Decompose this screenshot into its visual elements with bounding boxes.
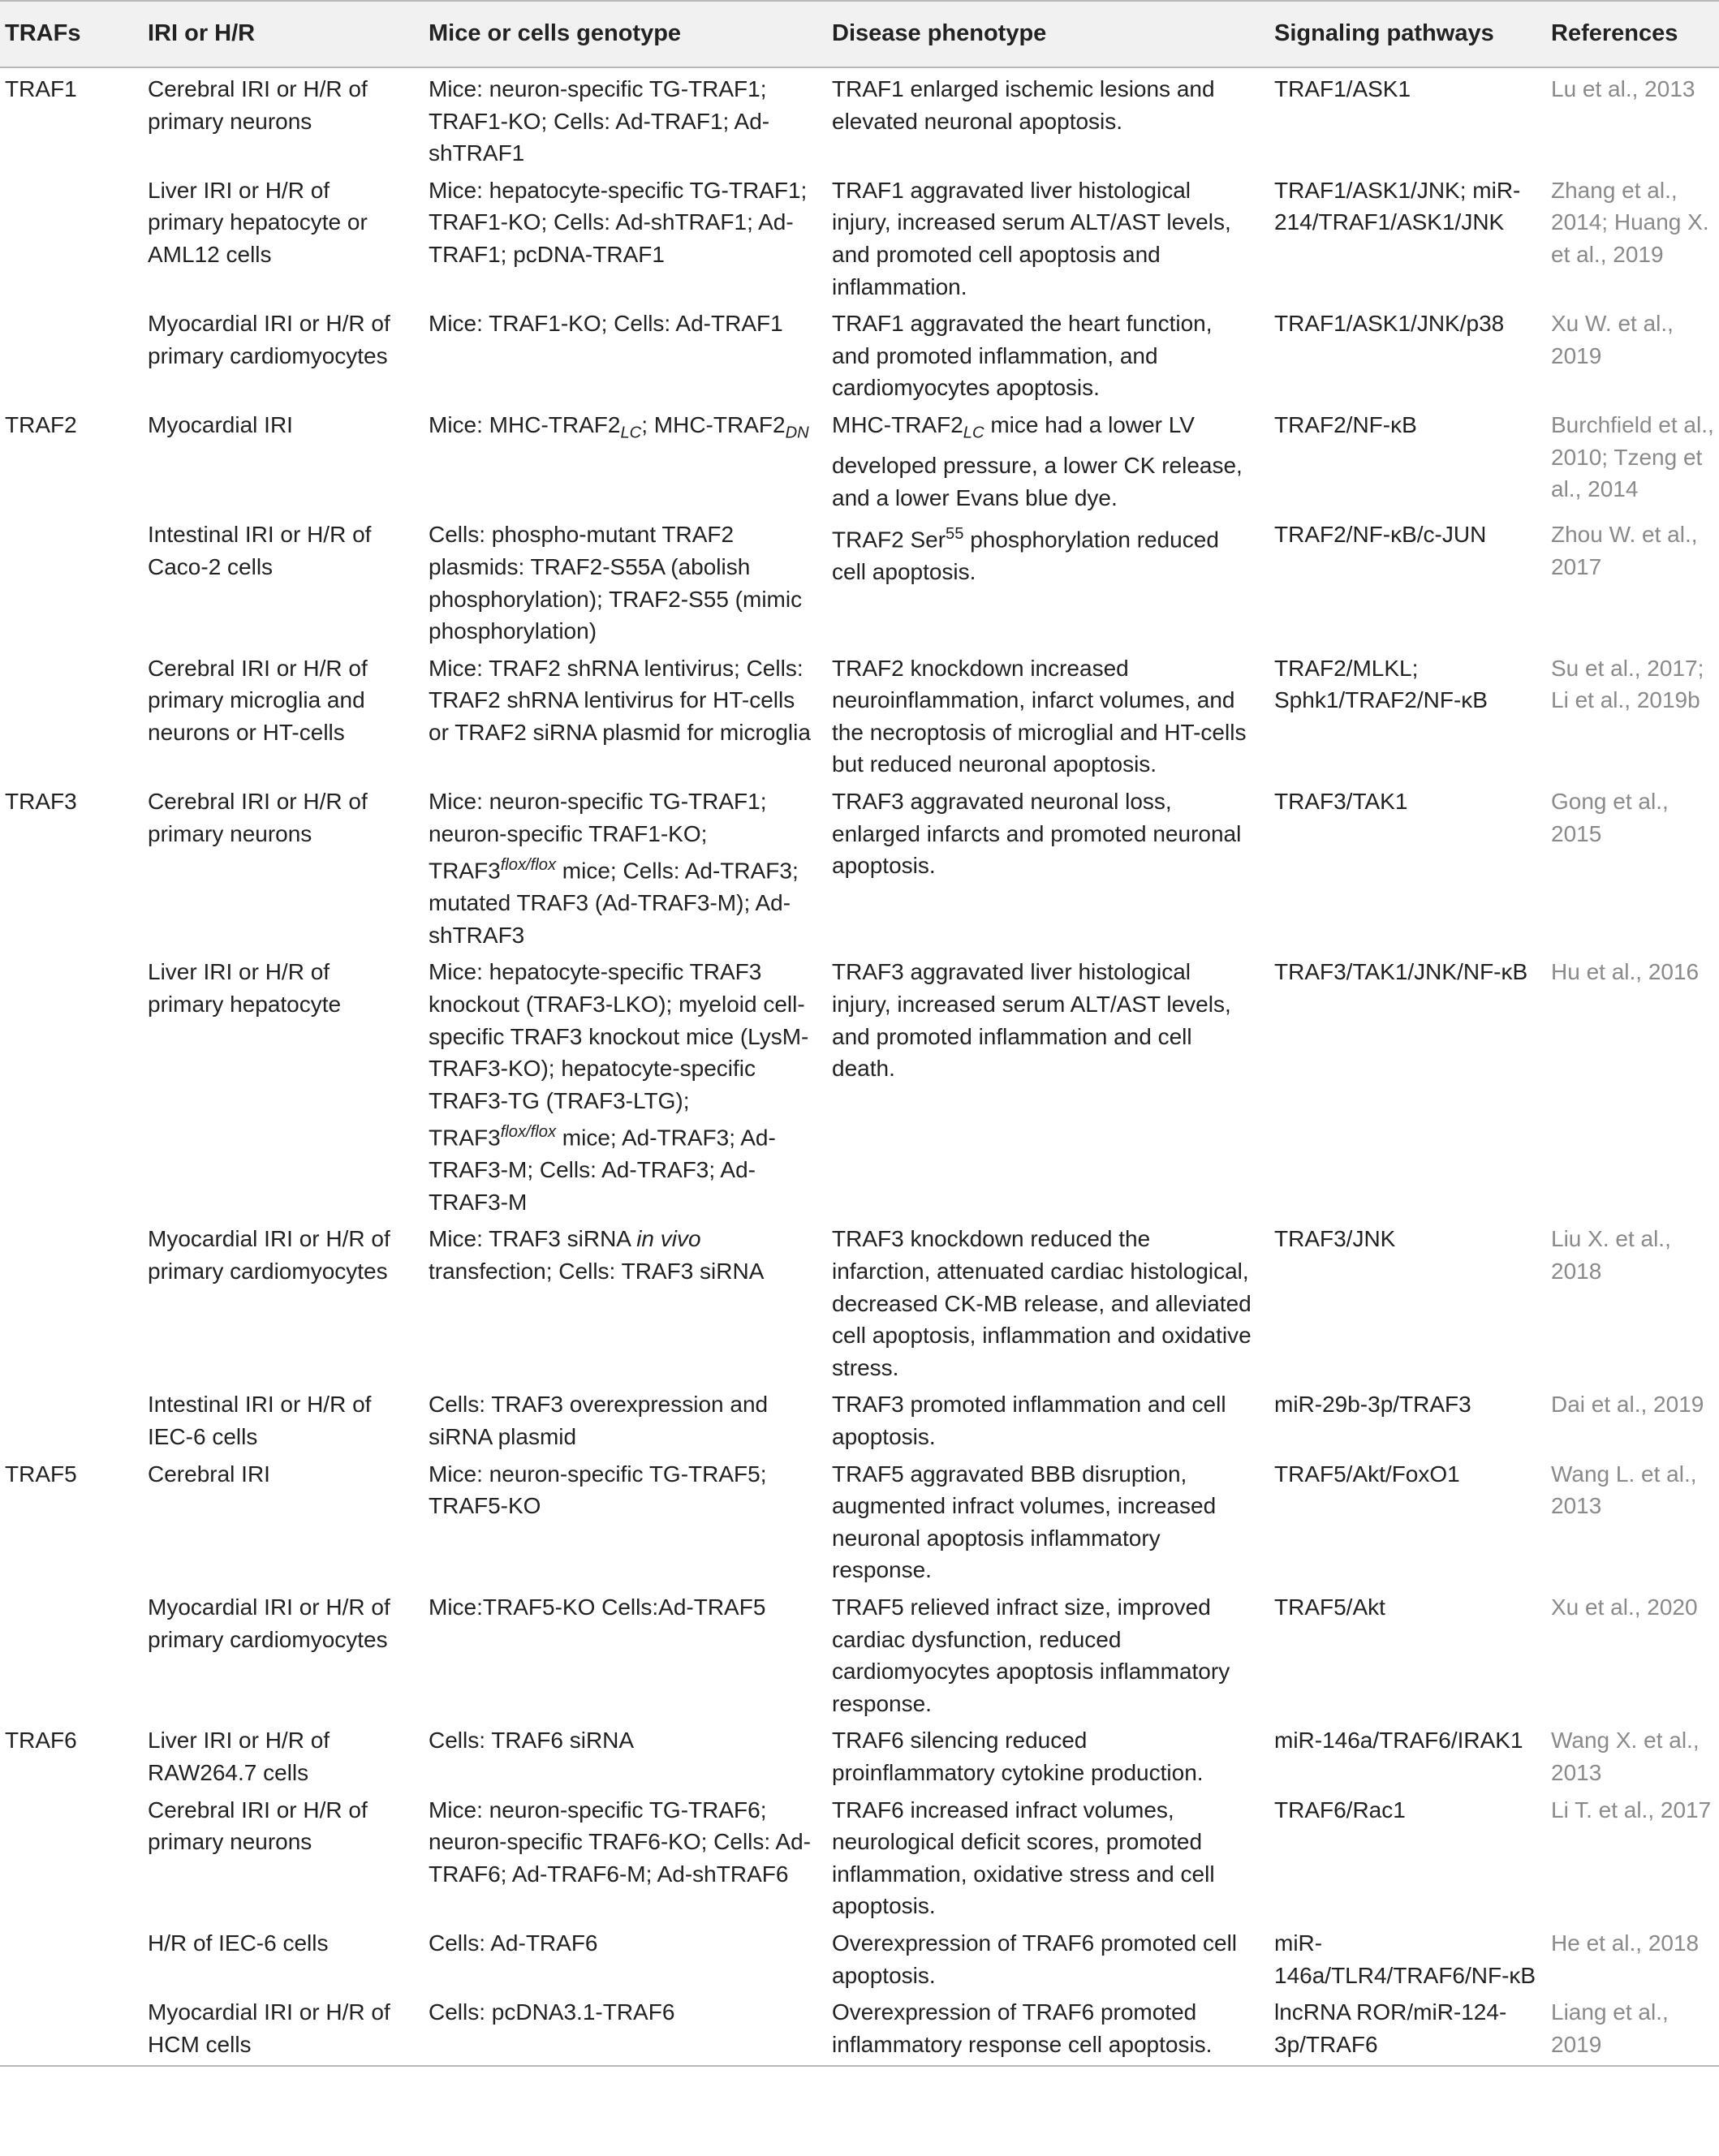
genotype-superscript: flox/flox xyxy=(500,1123,557,1142)
table-row xyxy=(0,1789,1719,1922)
cell-phenotype xyxy=(825,404,1269,514)
cell-traf: TRAF5 xyxy=(5,1461,77,1487)
table-row xyxy=(0,67,1719,170)
table-row xyxy=(0,1586,1719,1719)
genotype-text: Mice: TRAF3 siRNA xyxy=(429,1226,637,1252)
cell-traf: TRAF1 xyxy=(5,76,77,101)
cell-traf: TRAF6 xyxy=(5,1728,77,1754)
cell-traf xyxy=(0,170,140,303)
cell-phenotype: TRAF3 knockdown reduced the infarction, attenuated cardiac histological, decreased CK-MB release, and alleviated cell apoptosis, inflammation and oxidative stress. xyxy=(832,1226,1252,1380)
cell-model: Cerebral IRI xyxy=(148,1461,270,1487)
header-references: References xyxy=(1551,1,1719,67)
cell-genotype: Cells: pcDNA3.1-TRAF6 xyxy=(422,1991,825,2066)
header-trafs: TRAFs xyxy=(0,1,140,67)
cell-traf xyxy=(0,951,140,1218)
cell-pathway: TRAF3/TAK1 xyxy=(1274,789,1408,815)
table-body xyxy=(0,67,1719,2066)
cell-traf: TRAF2 xyxy=(5,411,77,437)
cell-reference: He et al., 2018 xyxy=(1551,1930,1700,1956)
genotype-italic: in vivo xyxy=(636,1226,701,1252)
cell-genotype xyxy=(422,404,825,514)
table-row xyxy=(0,1719,1719,1788)
cell-model: Liver IRI or H/R of primary hepatocyte or AML12 cells xyxy=(148,177,368,267)
cell-phenotype: TRAF3 promoted inflammation and cell apoptosis. xyxy=(832,1392,1226,1449)
genotype-text: ; MHC-TRAF2 xyxy=(641,411,786,437)
table-row xyxy=(0,404,1719,514)
cell-model: Liver IRI or H/R of primary hepatocyte xyxy=(148,959,342,1017)
cell-phenotype: Overexpression of TRAF6 promoted inflammatory response cell apoptosis. xyxy=(825,1991,1269,2066)
cell-pathway: miR-146a/TLR4/TRAF6/NF-κB xyxy=(1274,1930,1536,1988)
cell-phenotype: Overexpression of TRAF6 promoted cell apoptosis. xyxy=(832,1930,1238,1988)
cell-pathway: TRAF5/Akt/FoxO1 xyxy=(1274,1461,1460,1487)
table-row xyxy=(0,1453,1719,1586)
phenotype-subscript: LC xyxy=(963,424,984,442)
phenotype-text: mice had a lower LV developed pressure, a lower CK release, and a lower Evans blue dye. xyxy=(832,411,1243,510)
cell-phenotype: TRAF6 increased infract volumes, neurological deficit scores, promoted inflammation, oxidative stress and cell apoptosis. xyxy=(832,1797,1215,1919)
table-row xyxy=(0,1384,1719,1452)
cell-traf xyxy=(0,1789,140,1922)
cell-genotype: Cells: Ad-TRAF6 xyxy=(429,1930,598,1956)
genotype-text: Mice: MHC-TRAF2 xyxy=(429,411,621,437)
cell-phenotype: TRAF1 aggravated the heart function, and promoted inflammation, and cardiomyocytes apoptosis. xyxy=(832,311,1213,401)
cell-reference: Xu W. et al., 2019 xyxy=(1551,311,1674,368)
table-row xyxy=(0,648,1719,781)
cell-model: Intestinal IRI or H/R of Caco-2 cells xyxy=(148,522,372,579)
cell-reference: Li T. et al., 2017 xyxy=(1551,1797,1712,1822)
cell-model: Cerebral IRI or H/R of primary neurons xyxy=(148,1797,368,1855)
table-row xyxy=(0,951,1719,1218)
genotype-text: Mice: hepatocyte-specific TRAF3 knockout (TRAF3-LKO); myeloid cell-specific TRAF3 knockout mice (LysM-TRAF3-KO); hepatocyte-specific TRAF3-TG (TRAF3-LTG); TRAF3 xyxy=(429,959,809,1151)
cell-genotype: Cells: phospho-mutant TRAF2 plasmids: TRAF2-S55A (abolish phosphorylation); TRAF2-S55 (mimic phosphorylation) xyxy=(429,522,803,644)
header-signaling-pathways: Signaling pathways xyxy=(1269,1,1551,67)
cell-model: Myocardial IRI xyxy=(148,411,293,437)
cell-genotype xyxy=(422,951,825,1218)
cell-phenotype: TRAF5 aggravated BBB disruption, augmented infract volumes, increased neuronal apoptosis inflammatory response. xyxy=(832,1461,1217,1583)
table-row xyxy=(0,1922,1719,1991)
cell-pathway: TRAF1/ASK1/JNK; miR-214/TRAF1/ASK1/JNK xyxy=(1274,177,1521,235)
genotype-text: mice; Cells: Ad-TRAF3; mutated TRAF3 (Ad-TRAF3-M); Ad-shTRAF3 xyxy=(429,858,799,948)
cell-traf xyxy=(0,1922,140,1991)
cell-reference: Hu et al., 2016 xyxy=(1551,959,1700,985)
table-header xyxy=(0,1,1719,67)
cell-traf xyxy=(0,1218,140,1384)
cell-phenotype: TRAF5 relieved infract size, improved cardiac dysfunction, reduced cardiomyocytes apoptosis inflammatory response. xyxy=(832,1594,1230,1716)
cell-phenotype: TRAF1 aggravated liver histological injury, increased serum ALT/AST levels, and promoted cell apoptosis and inflammation. xyxy=(832,177,1231,299)
table-row xyxy=(0,170,1719,303)
cell-genotype xyxy=(422,1218,825,1384)
cell-pathway: TRAF2/NF-κB xyxy=(1274,411,1417,437)
cell-reference: Burchfield et al., 2010; Tzeng et al., 2014 xyxy=(1551,411,1714,502)
cell-model: Liver IRI or H/R of RAW264.7 cells xyxy=(148,1728,330,1785)
cell-genotype: Cells: TRAF6 siRNA xyxy=(429,1728,635,1754)
header-genotype: Mice or cells genotype xyxy=(422,1,825,67)
cell-model: Cerebral IRI or H/R of primary microglia and neurons or HT-cells xyxy=(148,655,368,745)
cell-pathway: TRAF6/Rac1 xyxy=(1274,1797,1406,1822)
cell-genotype: Mice:TRAF5-KO Cells:Ad-TRAF5 xyxy=(429,1594,766,1620)
cell-phenotype: TRAF2 knockdown increased neuroinflammation, infarct volumes, and the necroptosis of microglial and HT-cells but reduced neuronal apoptosis. xyxy=(832,655,1247,777)
cell-phenotype: TRAF1 enlarged ischemic lesions and elevated neuronal apoptosis. xyxy=(832,76,1215,134)
cell-reference: Xu et al., 2020 xyxy=(1551,1594,1698,1620)
cell-reference: Liang et al., 2019 xyxy=(1551,1991,1719,2066)
phenotype-text: phosphorylation reduced cell apoptosis. xyxy=(832,527,1219,585)
header-phenotype: Disease phenotype xyxy=(825,1,1269,67)
table-row xyxy=(0,303,1719,404)
cell-traf: TRAF3 xyxy=(5,789,77,815)
cell-genotype: Mice: hepatocyte-specific TG-TRAF1; TRAF1-KO; Cells: Ad-shTRAF1; Ad-TRAF1; pcDNA-TRAF1 xyxy=(429,177,808,267)
cell-model: H/R of IEC-6 cells xyxy=(148,1930,329,1956)
cell-model: Cerebral IRI or H/R of primary neurons xyxy=(148,76,368,134)
cell-reference: Gong et al., 2015 xyxy=(1551,789,1669,846)
phenotype-text: MHC-TRAF2 xyxy=(832,411,963,437)
cell-model: Myocardial IRI or H/R of primary cardiomyocytes xyxy=(148,1594,390,1652)
cell-reference: Dai et al., 2019 xyxy=(1551,1392,1704,1418)
genotype-text: transfection; Cells: TRAF3 siRNA xyxy=(429,1259,765,1285)
cell-pathway: miR-29b-3p/TRAF3 xyxy=(1274,1392,1471,1418)
cell-genotype: Mice: TRAF1-KO; Cells: Ad-TRAF1 xyxy=(429,311,783,337)
cell-traf xyxy=(0,1991,140,2066)
table-row xyxy=(0,514,1719,647)
cell-phenotype: TRAF6 silencing reduced proinflammatory cytokine production. xyxy=(832,1728,1204,1785)
cell-reference: Wang X. et al., 2013 xyxy=(1551,1728,1700,1785)
cell-pathway: lncRNA ROR/miR-124-3p/TRAF6 xyxy=(1269,1991,1551,2066)
cell-genotype: Mice: TRAF2 shRNA lentivirus; Cells: TRAF2 shRNA lentivirus for HT-cells or TRAF2 siRNA plasmid for microglia xyxy=(429,655,811,745)
cell-model: Myocardial IRI or H/R of primary cardiomyocytes xyxy=(148,311,390,368)
cell-phenotype: TRAF3 aggravated neuronal loss, enlarged infarcts and promoted neuronal apoptosis. xyxy=(832,789,1242,879)
cell-phenotype xyxy=(825,514,1269,647)
cell-genotype xyxy=(422,781,825,951)
cell-reference: Wang L. et al., 2013 xyxy=(1551,1461,1697,1519)
cell-pathway: TRAF1/ASK1 xyxy=(1274,76,1411,101)
cell-model: Myocardial IRI or H/R of primary cardiomyocytes xyxy=(148,1226,390,1285)
table-row xyxy=(0,781,1719,951)
cell-traf xyxy=(0,1384,140,1452)
cell-model: Intestinal IRI or H/R of IEC-6 cells xyxy=(148,1392,372,1449)
cell-traf xyxy=(0,514,140,647)
cell-reference: Lu et al., 2013 xyxy=(1551,76,1695,101)
cell-phenotype: TRAF3 aggravated liver histological injury, increased serum ALT/AST levels, and promoted inflammation and cell death. xyxy=(832,959,1231,1082)
cell-genotype: Mice: neuron-specific TG-TRAF5; TRAF5-KO xyxy=(429,1461,767,1519)
cell-pathway: TRAF5/Akt xyxy=(1274,1594,1385,1620)
cell-traf xyxy=(0,648,140,781)
header-row xyxy=(0,1,1719,67)
cell-traf xyxy=(0,1586,140,1719)
cell-reference: Su et al., 2017; Li et al., 2019b xyxy=(1551,655,1704,713)
genotype-text: Mice: neuron-specific TG-TRAF1; neuron-specific TRAF1-KO; TRAF3 xyxy=(429,789,767,884)
table-row xyxy=(0,1991,1719,2066)
cell-pathway: TRAF1/ASK1/JNK/p38 xyxy=(1274,311,1505,337)
cell-reference: Zhang et al., 2014; Huang X. et al., 2019 xyxy=(1551,177,1709,267)
cell-reference: Liu X. et al., 2018 xyxy=(1551,1226,1671,1285)
genotype-subscript: LC xyxy=(620,424,642,442)
cell-genotype: Mice: neuron-specific TG-TRAF6; neuron-specific TRAF6-KO; Cells: Ad-TRAF6; Ad-TRAF6-M; Ad-shTRAF6 xyxy=(429,1797,811,1887)
genotype-subscript: DN xyxy=(785,424,809,442)
table-row xyxy=(0,1218,1719,1384)
cell-pathway: TRAF2/NF-κB/c-JUN xyxy=(1274,522,1487,548)
cell-pathway: miR-146a/TRAF6/IRAK1 xyxy=(1274,1728,1523,1754)
cell-pathway: TRAF3/TAK1/JNK/NF-κB xyxy=(1274,959,1528,985)
cell-pathway: TRAF3/JNK xyxy=(1274,1226,1396,1252)
phenotype-superscript: 55 xyxy=(946,525,964,544)
cell-traf xyxy=(0,303,140,404)
cell-model: Cerebral IRI or H/R of primary neurons xyxy=(148,789,368,846)
genotype-superscript: flox/flox xyxy=(500,856,557,875)
cell-genotype: Mice: neuron-specific TG-TRAF1; TRAF1-KO; Cells: Ad-TRAF1; Ad-shTRAF1 xyxy=(429,76,770,166)
cell-pathway: TRAF2/MLKL; Sphk1/TRAF2/NF-κB xyxy=(1274,655,1488,713)
phenotype-text: TRAF2 Ser xyxy=(832,527,946,553)
genotype-text: mice; Ad-TRAF3; Ad-TRAF3-M; Cells: Ad-TRAF3; Ad-TRAF3-M xyxy=(429,1125,776,1215)
cell-reference: Zhou W. et al., 2017 xyxy=(1551,522,1698,579)
cell-genotype: Cells: TRAF3 overexpression and siRNA plasmid xyxy=(429,1392,769,1449)
header-iri-or-hr: IRI or H/R xyxy=(140,1,422,67)
cell-model: Myocardial IRI or H/R of HCM cells xyxy=(140,1991,422,2066)
